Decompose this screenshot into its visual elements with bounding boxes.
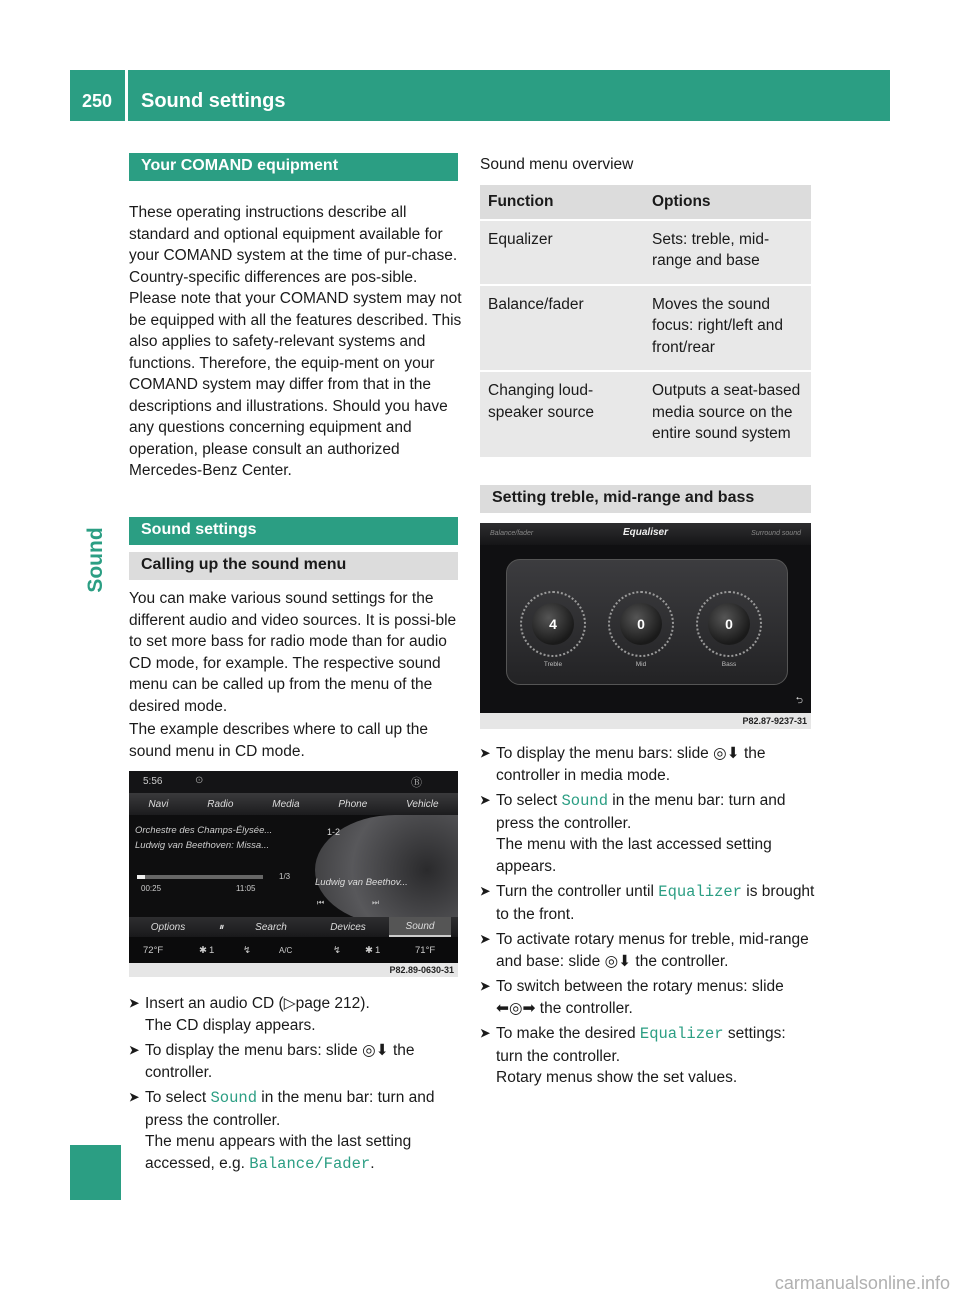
menu-tab-phone[interactable]: Phone xyxy=(338,798,368,810)
track-title-1: Orchestre des Champs-Élysée... xyxy=(135,825,273,836)
table-cell-function: Equalizer xyxy=(480,221,644,284)
signal-icon: Ⓑ xyxy=(411,777,422,789)
menu-devices[interactable]: Devices xyxy=(330,921,366,933)
figure-caption-cd: P82.89-0630-31 xyxy=(129,963,458,977)
step-turn-controller: ➤ Turn the controller until Equalizer is brought to the front. xyxy=(480,883,815,923)
paragraph-comand-equipment: These operating instructions describe all standard and optional equipment available for your COMAND system at the time of pur-chase. Country-specific differences are pos-sible. Please note that your COMAND system may not be equipped with all the features described. This also applies to safety-relevant systems and functions. Therefore, the equip-ment on your COMAND system may differ from that in the descriptions and illustrations. Should you have any questions concerning equipment and operation, please consult an authorized Mercedes-Benz Center. xyxy=(129,204,462,479)
track-title-2: Ludwig van Beethoven: Missa... xyxy=(135,840,270,851)
table-cell-options: Outputs a seat-based media source on the entire sound system xyxy=(644,372,811,457)
table-row xyxy=(480,372,811,457)
artist-name: Ludwig van Beethov... xyxy=(315,877,408,888)
step-select-sound: ➤ To select Sound in the menu bar: turn and press the controller. The menu appears with the last setting accessed, e.g. Balance/Fader. xyxy=(129,1089,435,1173)
menu-search[interactable]: Search xyxy=(255,921,287,933)
arrow-icon: ➤ xyxy=(480,884,491,898)
tab-surround-sound[interactable]: Surround sound xyxy=(751,530,801,537)
fan-level-right: 1 xyxy=(375,945,381,956)
figure-caption-eq: P82.87-9237-31 xyxy=(480,713,811,729)
next-track-icon[interactable]: ⏭ xyxy=(372,898,380,907)
tab-balance-fader[interactable]: Balance/fader xyxy=(490,530,534,537)
mid-knob[interactable]: 0 xyxy=(608,591,674,657)
menu-options[interactable]: Options xyxy=(150,921,186,933)
table-cell-function: Changing loud-speaker source xyxy=(480,372,644,457)
header-divider xyxy=(125,70,128,121)
arrow-icon: ➤ xyxy=(129,996,140,1010)
arrow-icon: ➤ xyxy=(480,746,491,760)
paragraph-cd-example: The example describes where to call up the sound menu in CD mode. xyxy=(129,721,428,760)
side-tab-marker xyxy=(70,1145,121,1200)
fan-icon-left: ✱ xyxy=(199,945,207,956)
controller-down-icon: ◎⬇ xyxy=(713,745,740,762)
cd-mode-screenshot xyxy=(129,771,458,963)
sound-menu-table xyxy=(480,183,811,459)
treble-knob[interactable]: 4 xyxy=(520,591,586,657)
menu-sound[interactable]: Sound xyxy=(389,917,451,937)
mid-label: Mid xyxy=(635,661,647,668)
step-display-menu: ➤ To display the menu bars: slide ◎⬇ the controller. xyxy=(129,1042,415,1081)
step-make-settings: ➤ To make the desired Equalizer settings: turn the controller. Rotary menus show the set values. xyxy=(480,1025,786,1086)
screen-time: 5:56 xyxy=(143,776,163,787)
table-cell-options: Sets: treble, mid-range and base xyxy=(644,221,811,284)
back-icon[interactable]: ⮌ xyxy=(795,695,803,705)
temp-right: 71°F xyxy=(415,945,436,956)
steps-left xyxy=(129,993,462,1179)
arrow-icon: ➤ xyxy=(480,1026,491,1040)
climate-bar xyxy=(129,937,458,963)
menu-tab-media[interactable]: Media xyxy=(272,798,300,810)
bottom-menu-bar xyxy=(129,917,458,937)
fan-level-left: 1 xyxy=(209,945,215,956)
seat-icon-right: ↯ xyxy=(333,945,341,956)
page-ref-icon: ▷ xyxy=(283,995,296,1012)
watermark: carmanualsonline.info xyxy=(774,1273,950,1293)
elapsed-time: 00:25 xyxy=(141,884,162,893)
ac-label: A/C xyxy=(279,946,293,955)
prev-track-icon[interactable]: ⏮ xyxy=(317,898,325,907)
settings-icon: ⊙ xyxy=(195,775,204,786)
step-display-menu-bars: ➤ To display the menu bars: slide ◎⬇ the controller in media mode. xyxy=(480,745,766,784)
fan-icon-right: ✱ xyxy=(365,945,373,956)
track-number: 1-2 xyxy=(327,827,341,837)
bass-knob[interactable]: 0 xyxy=(696,591,762,657)
subsection-title-calling-up: Calling up the sound menu xyxy=(129,552,458,580)
seat-icon-left: ↯ xyxy=(243,945,251,956)
bass-label: Bass xyxy=(721,661,737,668)
arrow-icon: ➤ xyxy=(480,979,491,993)
arrow-icon: ➤ xyxy=(129,1090,140,1104)
arrow-icon: ➤ xyxy=(480,932,491,946)
menu-tab-radio[interactable]: Radio xyxy=(207,798,234,810)
arrow-icon: ➤ xyxy=(480,793,491,807)
table-header-function: Function xyxy=(480,185,644,219)
temp-left: 72°F xyxy=(143,945,164,956)
page-title: Sound settings xyxy=(141,90,286,112)
table-row xyxy=(480,286,811,371)
step-insert-cd: ➤ Insert an audio CD (▷page 212). The CD display appears. xyxy=(129,995,370,1034)
table-header-options: Options xyxy=(644,185,811,219)
steps-right xyxy=(480,743,815,1093)
subsection-title-treble: Setting treble, mid-range and bass xyxy=(480,485,811,513)
progress-bar xyxy=(137,875,263,879)
arrow-icon: ➤ xyxy=(129,1043,140,1057)
table-cell-options: Moves the sound focus: right/left and front/rear xyxy=(644,286,811,371)
table-row xyxy=(480,221,811,284)
treble-label: Treble xyxy=(543,661,563,668)
step-select-sound: ➤ To select Sound in the menu bar: turn and press the controller. The menu with the last accessed setting appears. xyxy=(480,792,786,875)
section-title-sound-settings: Sound settings xyxy=(129,517,458,545)
pause-icon[interactable]: ⏸ xyxy=(218,921,224,933)
menu-tab-navi[interactable]: Navi xyxy=(148,798,169,810)
step-activate-rotary: ➤ To activate rotary menus for treble, mid-range and base: slide ◎⬇ the controller. xyxy=(480,931,809,970)
menu-tab-vehicle[interactable]: Vehicle xyxy=(406,798,439,810)
paragraph-sound-settings: You can make various sound settings for the different audio and video sources. It is possi-ble to set more bass for radio mode than for audio CD mode, for example. The respective sound menu can be called up from the menu of the desired mode. xyxy=(129,590,457,715)
track-count: 1/3 xyxy=(279,872,291,881)
equalizer-screenshot xyxy=(480,523,811,713)
controller-down-icon: ◎⬇ xyxy=(604,952,632,970)
section-title-comand: Your COMAND equipment xyxy=(129,153,458,181)
total-time: 11:05 xyxy=(236,884,256,893)
table-cell-function: Balance/fader xyxy=(480,286,644,371)
overview-title: Sound menu overview xyxy=(480,156,634,173)
step-switch-rotary: ➤ To switch between the rotary menus: slide ⬅◎➡ the controller. xyxy=(480,978,784,1017)
side-tab-label: Sound xyxy=(83,527,107,593)
page-number: 250 xyxy=(82,91,113,111)
controller-left-right-icon: ⬅◎➡ xyxy=(496,999,536,1017)
eq-title: Equaliser xyxy=(622,527,669,538)
controller-down-icon: ◎⬇ xyxy=(362,1042,389,1059)
top-menu-bar xyxy=(129,793,458,815)
